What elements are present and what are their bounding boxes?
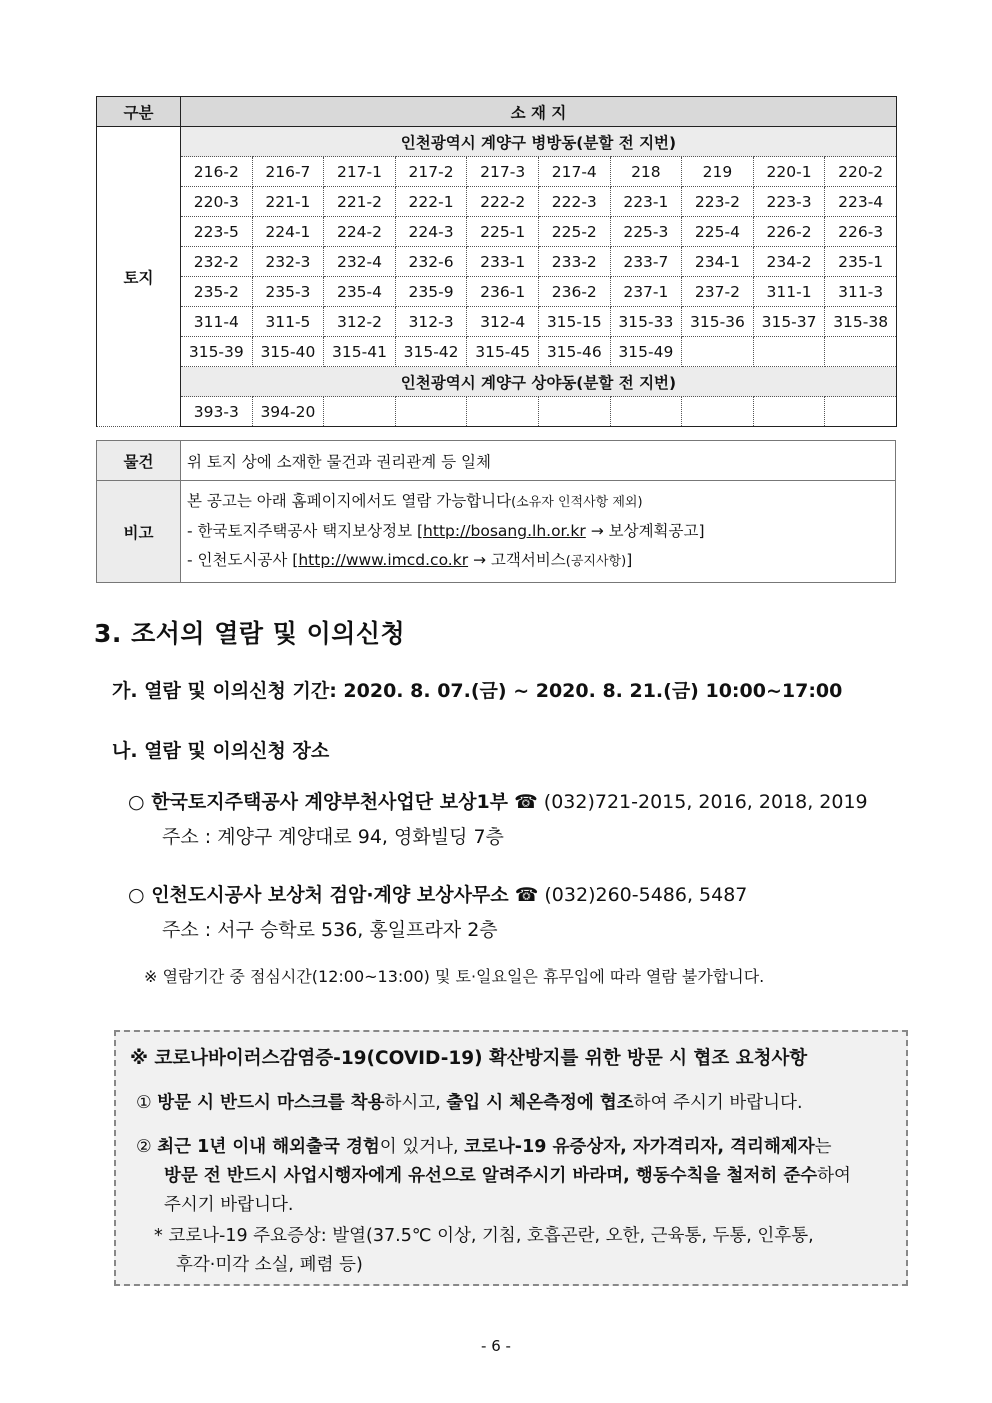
table-row: [97, 307, 897, 337]
table-row: [97, 217, 897, 247]
lot-cell: 220-1: [753, 157, 825, 187]
lot-cell: [467, 397, 539, 427]
lot-cell: 393-3: [181, 397, 253, 427]
lot-cell: 233-2: [538, 247, 610, 277]
lot-cell: 216-2: [181, 157, 253, 187]
lot-cell: 315-39: [181, 337, 253, 367]
covid-item-1-num: ①: [136, 1093, 158, 1113]
header-gubun: 구분: [97, 97, 181, 127]
lot-cell: 234-2: [753, 247, 825, 277]
lot-cell: 225-4: [682, 217, 754, 247]
lot-cell: 225-1: [467, 217, 539, 247]
lot-cell: 217-4: [538, 157, 610, 187]
lot-cell: 220-2: [825, 157, 897, 187]
lot-cell: 216-7: [252, 157, 324, 187]
lot-cell: 226-3: [825, 217, 897, 247]
lot-cell: 311-4: [181, 307, 253, 337]
lot-cell: 220-3: [181, 187, 253, 217]
covid-item-2: [136, 1133, 832, 1158]
table-row: [97, 337, 897, 367]
covid-item-1-d: 출입 시 체온측정에 협조: [446, 1093, 634, 1113]
lot-cell: 233-7: [610, 247, 682, 277]
land-table: [96, 96, 897, 427]
goods-value: 위 토지 상에 소재한 물건과 권리관계 등 일체: [181, 441, 896, 481]
note-line-1-main: 본 공고는 아래 홈페이지에서도 열람 가능합니다: [187, 492, 512, 510]
lot-cell: 232-6: [395, 247, 467, 277]
office-2: [128, 880, 747, 907]
imcd-link[interactable]: http://www.imcd.co.kr: [298, 551, 469, 569]
covid-item-2-line-3: 주시기 바랍니다.: [164, 1195, 294, 1215]
header-location: 소 재 지: [181, 97, 897, 127]
lot-cell: 235-1: [825, 247, 897, 277]
lot-cell: 315-36: [682, 307, 754, 337]
lot-cell: 236-2: [538, 277, 610, 307]
lot-cell: 315-37: [753, 307, 825, 337]
lot-cell: 312-3: [395, 307, 467, 337]
table-row: [97, 187, 897, 217]
lot-cell: 311-1: [753, 277, 825, 307]
office-2-phone: ☎ (032)260-5486, 5487: [514, 884, 748, 906]
lot-cell: 224-3: [395, 217, 467, 247]
table-row: [97, 247, 897, 277]
covid-item-2-c: 이 있거나,: [379, 1137, 465, 1157]
lot-cell: 235-2: [181, 277, 253, 307]
covid-notice-box: [114, 1030, 908, 1286]
lot-cell: 217-1: [324, 157, 396, 187]
lot-cell: 237-2: [682, 277, 754, 307]
lot-cell: 315-46: [538, 337, 610, 367]
lot-cell: 234-1: [682, 247, 754, 277]
note-line-1: [187, 487, 895, 517]
lot-cell: 223-2: [682, 187, 754, 217]
lot-cell: [538, 397, 610, 427]
lot-cell: [324, 397, 396, 427]
office-2-name: ○ 인천도시공사 보상처 검암·계양 보상사무소: [128, 884, 509, 906]
covid-item-1-c: 하시고,: [384, 1093, 447, 1113]
lot-cell: [825, 337, 897, 367]
note-label: 비고: [97, 481, 181, 583]
office-1-phone: ☎ (032)721-2015, 2016, 2018, 2019: [514, 791, 868, 813]
lot-cell: 222-2: [467, 187, 539, 217]
office-1: [128, 787, 868, 814]
lot-cell: 221-2: [324, 187, 396, 217]
lot-cell: 222-3: [538, 187, 610, 217]
lot-cell: [610, 397, 682, 427]
lot-cell: [825, 397, 897, 427]
note-line-2-prefix: - 한국토지주택공사 택지보상정보 [: [187, 522, 424, 540]
land-table-body: [97, 97, 897, 427]
lot-cell: 225-2: [538, 217, 610, 247]
lot-cell: 315-38: [825, 307, 897, 337]
lot-cell: 315-49: [610, 337, 682, 367]
lot-cell: 232-3: [252, 247, 324, 277]
note-value: [181, 481, 896, 583]
office-2-address: 주소 : 서구 승학로 536, 홍일프라자 2층: [162, 919, 498, 941]
covid-item-2-num: ②: [136, 1137, 158, 1157]
section-2-title-row: [97, 367, 897, 397]
lot-cell: 223-4: [825, 187, 897, 217]
lot-cell: 221-1: [252, 187, 324, 217]
lot-cell: 311-5: [252, 307, 324, 337]
place-title: 나. 열람 및 이의신청 장소: [112, 740, 330, 762]
lot-cell: [682, 337, 754, 367]
lot-cell: 223-3: [753, 187, 825, 217]
lh-bosang-link[interactable]: http://bosang.lh.or.kr: [423, 522, 586, 540]
lot-cell: 223-1: [610, 187, 682, 217]
land-table-header: [97, 97, 897, 127]
note-line-2-suffix: → 보상계획공고]: [585, 522, 705, 540]
covid-item-2-d: 코로나-19 유증상자, 자가격리자, 격리해제자: [464, 1137, 815, 1157]
section-1-title: 인천광역시 계양구 병방동(분할 전 지번): [181, 127, 897, 157]
lot-cell: 315-45: [467, 337, 539, 367]
section-1-title-row: [97, 127, 897, 157]
note-line-3-end: ]: [626, 551, 633, 569]
lot-cell: 236-1: [467, 277, 539, 307]
office-1-address: 주소 : 계양구 계양대로 94, 영화빌딩 7층: [162, 826, 504, 848]
note-line-2: [187, 517, 895, 546]
covid-item-1: [136, 1089, 803, 1114]
goods-label: 물건: [97, 441, 181, 481]
section-3-title: 3. 조서의 열람 및 이의신청: [94, 619, 406, 648]
lot-cell: 225-3: [610, 217, 682, 247]
lot-cell: 223-5: [181, 217, 253, 247]
lot-cell: 226-2: [753, 217, 825, 247]
covid-item-2-b: 최근 1년 이내 해외출국 경험: [157, 1137, 380, 1157]
lot-cell: 315-33: [610, 307, 682, 337]
lot-cell: 235-9: [395, 277, 467, 307]
lot-cell: 315-15: [538, 307, 610, 337]
covid-item-2-line-2-b: 방문 전 반드시 사업시행자에게 유선으로 알려주시기 바라며, 행동수칙을 철저히 준수: [164, 1166, 818, 1186]
lot-cell: 224-2: [324, 217, 396, 247]
lot-cell: 312-4: [467, 307, 539, 337]
info-table: [96, 440, 896, 583]
lot-cell: 237-1: [610, 277, 682, 307]
covid-title: ※ 코로나바이러스감염증-19(COVID-19) 확산방지를 위한 방문 시 협조 요청사항: [130, 1048, 808, 1069]
lot-cell: 222-1: [395, 187, 467, 217]
lot-cell: 217-3: [467, 157, 539, 187]
lot-cell: 315-40: [252, 337, 324, 367]
table-row: [97, 277, 897, 307]
note-line-3-small: (공지사항): [565, 554, 627, 569]
lot-cell: 232-2: [181, 247, 253, 277]
lot-cell: [395, 397, 467, 427]
lunch-note: ※ 열람기간 중 점심시간(12:00~13:00) 및 토·일요일은 휴무입에 따라 열람 불가합니다.: [144, 967, 765, 986]
period-line: 가. 열람 및 이의신청 기간: 2020. 8. 07.(금) ~ 2020. 8. 21.(금) 10:00~17:00: [112, 680, 843, 702]
lot-cell: 232-4: [324, 247, 396, 277]
covid-item-2-e: 는: [814, 1137, 832, 1157]
page-number: - 6 -: [481, 1337, 511, 1355]
table-row: [97, 397, 897, 427]
lot-cell: 311-3: [825, 277, 897, 307]
lot-cell: 315-42: [395, 337, 467, 367]
lot-cell: 394-20: [252, 397, 324, 427]
note-line-3: [187, 546, 895, 576]
lot-cell: 217-2: [395, 157, 467, 187]
lot-cell: 315-41: [324, 337, 396, 367]
covid-item-2-line-2: [164, 1162, 851, 1187]
office-1-name: ○ 한국토지주택공사 계양부천사업단 보상1부: [128, 791, 509, 813]
lot-cell: [753, 337, 825, 367]
lot-cell: [682, 397, 754, 427]
lot-cell: 219: [682, 157, 754, 187]
note-line-3-suffix: → 고객서비스: [468, 551, 566, 569]
note-line-3-prefix: - 인천도시공사 [: [187, 551, 299, 569]
covid-symptom-line-1: * 코로나-19 주요증상: 발열(37.5℃ 이상, 기침, 호흡곤란, 오한, 근육통, 두통, 인후통,: [154, 1226, 814, 1246]
lot-cell: 218: [610, 157, 682, 187]
lot-cell: 235-3: [252, 277, 324, 307]
lot-cell: 224-1: [252, 217, 324, 247]
lot-cell: 235-4: [324, 277, 396, 307]
lot-cell: 233-1: [467, 247, 539, 277]
note-line-1-small: (소유자 인적사항 제외): [511, 495, 643, 510]
covid-item-2-line-2-e: 하여: [817, 1166, 851, 1186]
lot-cell: [753, 397, 825, 427]
row-label-land: 토지: [97, 127, 181, 427]
covid-item-1-e: 하여 주시기 바랍니다.: [633, 1093, 803, 1113]
lot-cell: 312-2: [324, 307, 396, 337]
covid-item-1-b: 방문 시 반드시 마스크를 착용: [157, 1093, 385, 1113]
section-2-title: 인천광역시 계양구 상야동(분할 전 지번): [181, 367, 897, 397]
covid-symptom-line-2: 후각·미각 소실, 폐렴 등): [176, 1255, 363, 1275]
table-row: [97, 157, 897, 187]
